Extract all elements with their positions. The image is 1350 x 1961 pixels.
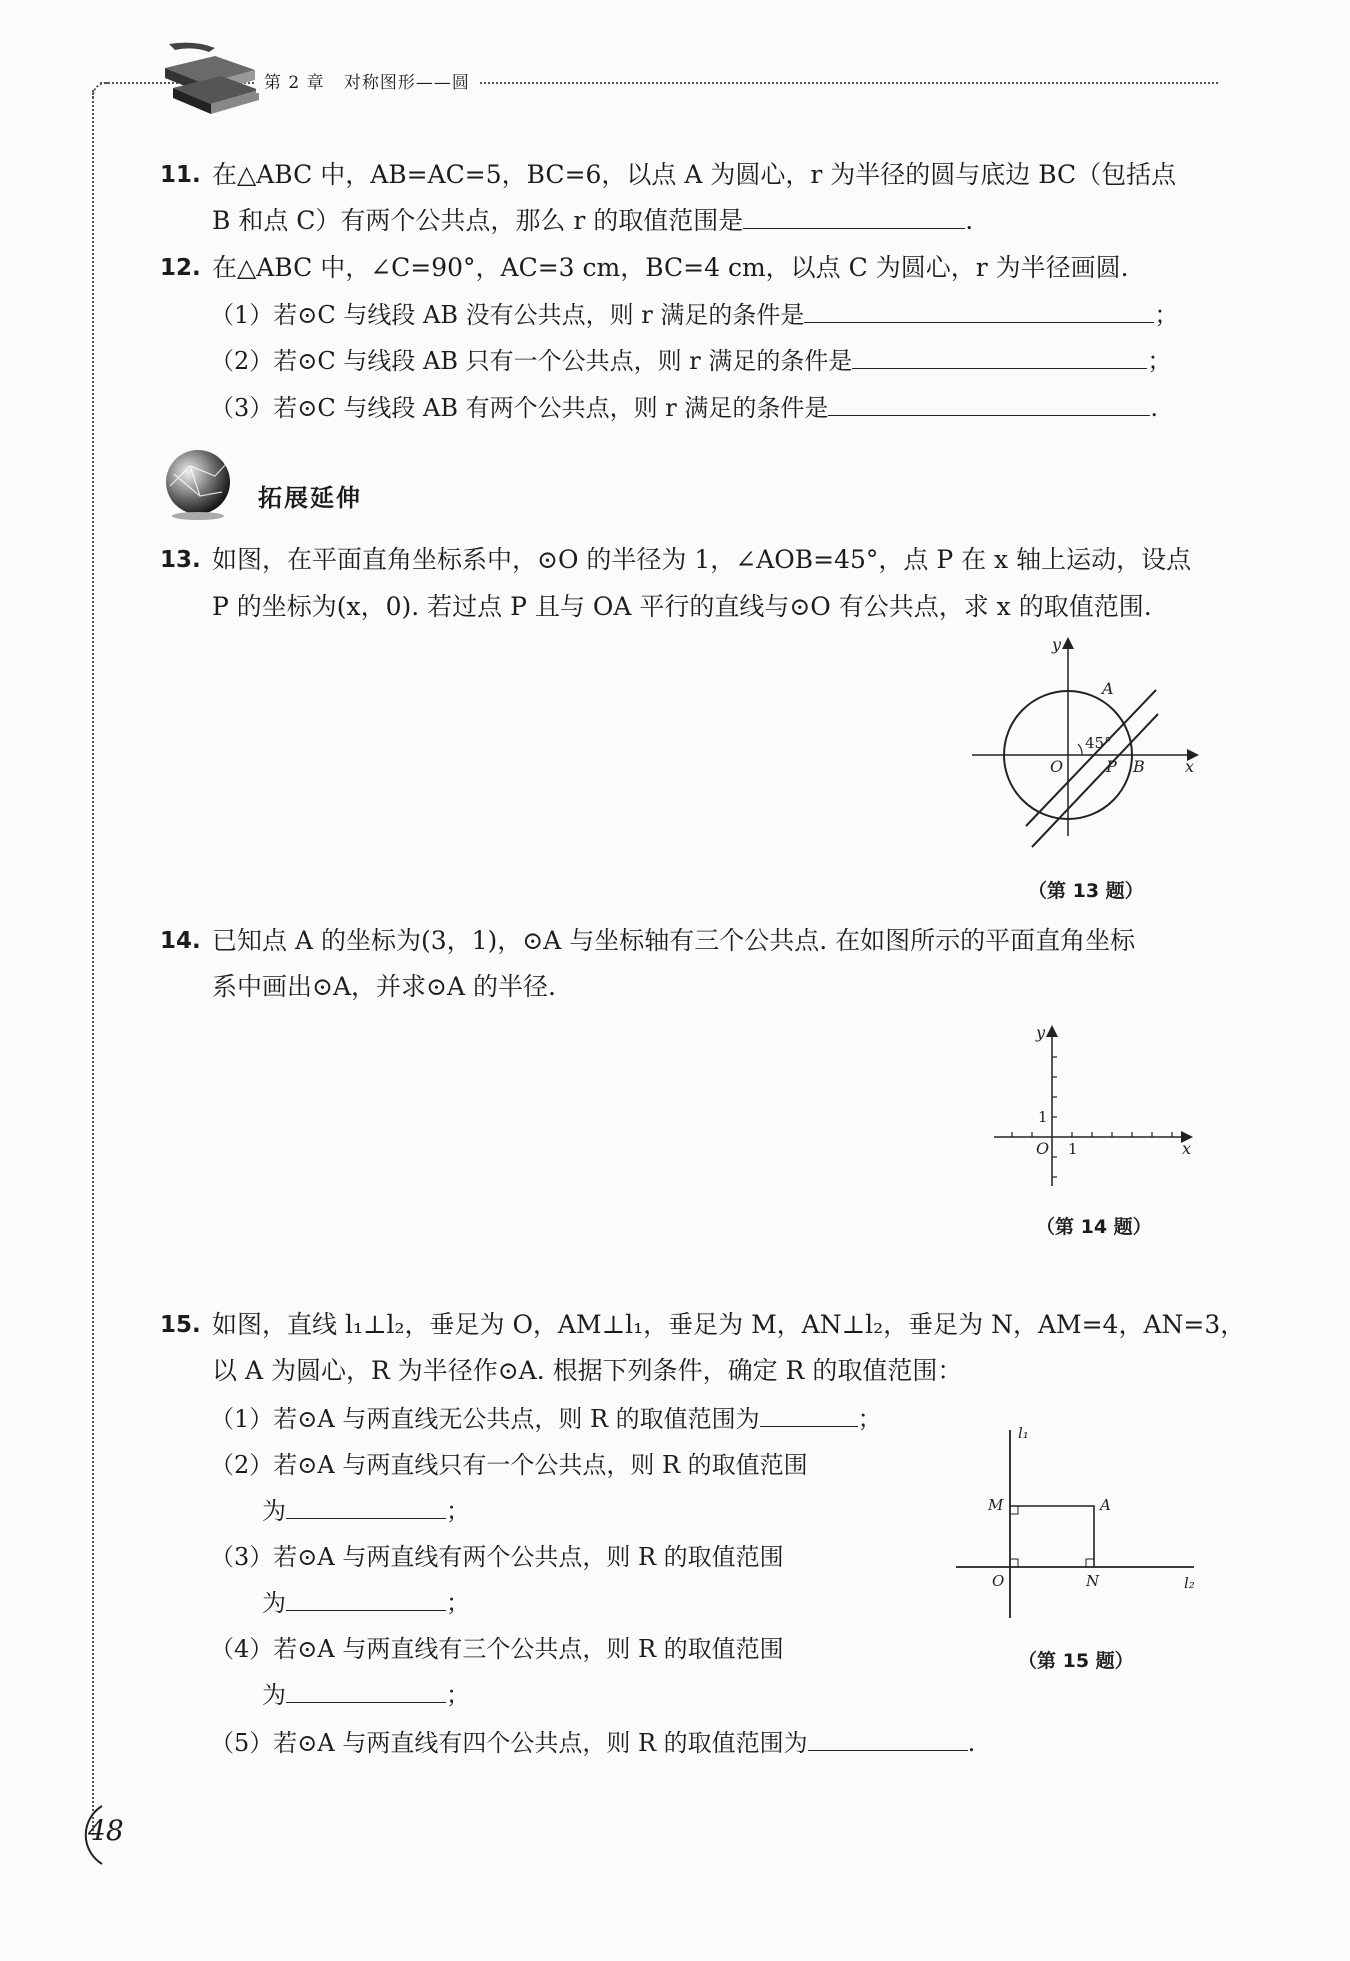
question-number-13: 13. [160, 547, 201, 573]
caption-14: （第 14 题） [1036, 1216, 1152, 1238]
answer-blank[interactable] [804, 300, 1154, 323]
running-header [256, 68, 478, 93]
label-x: x [1182, 1139, 1192, 1158]
figure-14 [990, 1022, 1200, 1197]
chapter-number: 第 2 章 [264, 73, 325, 93]
part-text: 为 [262, 1589, 286, 1617]
part-end: ； [446, 1589, 470, 1617]
answer-blank[interactable] [286, 1496, 446, 1519]
question-11-end: . [965, 206, 974, 235]
angle-arc [1078, 744, 1082, 755]
part-end: . [1150, 394, 1158, 422]
question-13-line-2: P 的坐标为(x，0). 若过点 P 且与 OA 平行的直线与⊙O 有公共点，求 x 的取值范围. [212, 592, 1152, 621]
page-number: 48 [88, 1814, 124, 1847]
question-15-part-1 [210, 1404, 882, 1434]
label-y-one: 1 [1038, 1108, 1048, 1126]
question-15-part-3-cont [262, 1588, 470, 1618]
figure-15 [950, 1420, 1210, 1630]
globe-icon [160, 446, 236, 522]
question-15-part-4-cont [262, 1680, 470, 1710]
answer-blank[interactable] [743, 206, 965, 229]
answer-blank[interactable] [828, 393, 1150, 416]
right-angle-n [1086, 1559, 1094, 1567]
question-number-15: 15. [160, 1312, 201, 1338]
figure-13 [970, 636, 1210, 856]
right-angle-m [1010, 1506, 1018, 1514]
label-x: x [1185, 757, 1195, 776]
question-12-part-1 [210, 300, 1178, 330]
part-text: （1）若⊙A 与两直线无公共点，则 R 的取值范围为 [210, 1405, 760, 1433]
part-text: （1）若⊙C 与线段 AB 没有公共点，则 r 满足的条件是 [210, 301, 805, 329]
answer-blank[interactable] [286, 1588, 446, 1611]
question-11-text: B 和点 C）有两个公共点，那么 r 的取值范围是 [212, 206, 744, 235]
answer-blank[interactable] [286, 1680, 446, 1703]
question-15-part-3: （3）若⊙A 与两直线有两个公共点，则 R 的取值范围 [210, 1543, 784, 1571]
question-15-part-2: （2）若⊙A 与两直线只有一个公共点，则 R 的取值范围 [210, 1451, 808, 1479]
answer-blank[interactable] [852, 346, 1147, 369]
question-15-part-5 [210, 1728, 975, 1758]
perpendiculars [1010, 1506, 1094, 1567]
answer-blank[interactable] [808, 1728, 968, 1751]
label-n: N [1086, 1572, 1100, 1590]
part-end: ； [1154, 301, 1179, 329]
part-text: 为 [262, 1681, 286, 1709]
question-12-part-2 [210, 346, 1171, 376]
label-a: A [1100, 1496, 1111, 1514]
part-end: ； [446, 1681, 470, 1709]
label-o: O [1050, 757, 1064, 776]
section-title: 拓展延伸 [258, 484, 362, 512]
question-14-line-2: 系中画出⊙A，并求⊙A 的半径. [212, 972, 556, 1001]
question-15-line-2: 以 A 为圆心，R 为半径作⊙A. 根据下列条件，确定 R 的取值范围： [212, 1356, 963, 1385]
label-p: P [1106, 757, 1117, 776]
question-12-part-3 [210, 393, 1158, 423]
caption-15: （第 15 题） [1018, 1650, 1134, 1672]
caption-13: （第 13 题） [1028, 880, 1144, 902]
question-number-14: 14. [160, 928, 201, 954]
book-stack-logo-icon [155, 38, 263, 120]
label-o: O [992, 1572, 1005, 1590]
part-text: （2）若⊙C 与线段 AB 只有一个公共点，则 r 满足的条件是 [210, 347, 853, 375]
answer-blank[interactable] [760, 1404, 858, 1427]
part-end: ； [1147, 347, 1172, 375]
label-l1: l₁ [1018, 1424, 1029, 1442]
label-angle: 45° [1085, 734, 1112, 752]
question-number-12: 12. [160, 255, 201, 281]
page-border-corner [92, 82, 108, 98]
label-x-one: 1 [1068, 1140, 1078, 1158]
question-12-line-1: 在△ABC 中，∠C=90°，AC=3 cm，BC=4 cm，以点 C 为圆心，r 为半径画圆. [212, 253, 1129, 282]
right-angle-o [1010, 1559, 1018, 1567]
label-l2: l₂ [1184, 1574, 1195, 1592]
label-b: B [1133, 757, 1145, 776]
question-15-part-2-cont [262, 1496, 470, 1526]
question-15-part-4: （4）若⊙A 与两直线有三个公共点，则 R 的取值范围 [210, 1635, 784, 1663]
label-a: A [1102, 679, 1114, 698]
question-13-line-1: 如图，在平面直角坐标系中，⊙O 的半径为 1，∠AOB=45°，点 P 在 x 轴上运动，设点 [212, 545, 1192, 574]
part-text: （5）若⊙A 与两直线有四个公共点，则 R 的取值范围为 [210, 1729, 808, 1757]
label-m: M [988, 1496, 1004, 1514]
part-text: 为 [262, 1497, 286, 1525]
chapter-title: 对称图形——圆 [343, 73, 470, 93]
question-11-line-1: 在△ABC 中，AB=AC=5，BC=6，以点 A 为圆心，r 为半径的圆与底边 BC（包括点 [212, 160, 1177, 189]
part-end: ； [857, 1405, 882, 1433]
label-o: O [1036, 1139, 1050, 1158]
part-text: （3）若⊙C 与线段 AB 有两个公共点，则 r 满足的条件是 [210, 394, 829, 422]
question-14-line-1: 已知点 A 的坐标为(3，1)，⊙A 与坐标轴有三个公共点. 在如图所示的平面直角坐标 [212, 926, 1136, 955]
label-y: y [1052, 636, 1062, 654]
label-y: y [1036, 1023, 1046, 1042]
part-end: ； [446, 1497, 470, 1525]
question-number-11: 11. [160, 162, 201, 188]
question-15-line-1: 如图，直线 l₁⊥l₂，垂足为 O，AM⊥l₁，垂足为 M，AN⊥l₂，垂足为 N，AM=4，AN=3， [212, 1310, 1246, 1339]
page-border-left [92, 90, 94, 1835]
part-end: . [967, 1729, 976, 1757]
question-11-line-2 [212, 206, 973, 236]
